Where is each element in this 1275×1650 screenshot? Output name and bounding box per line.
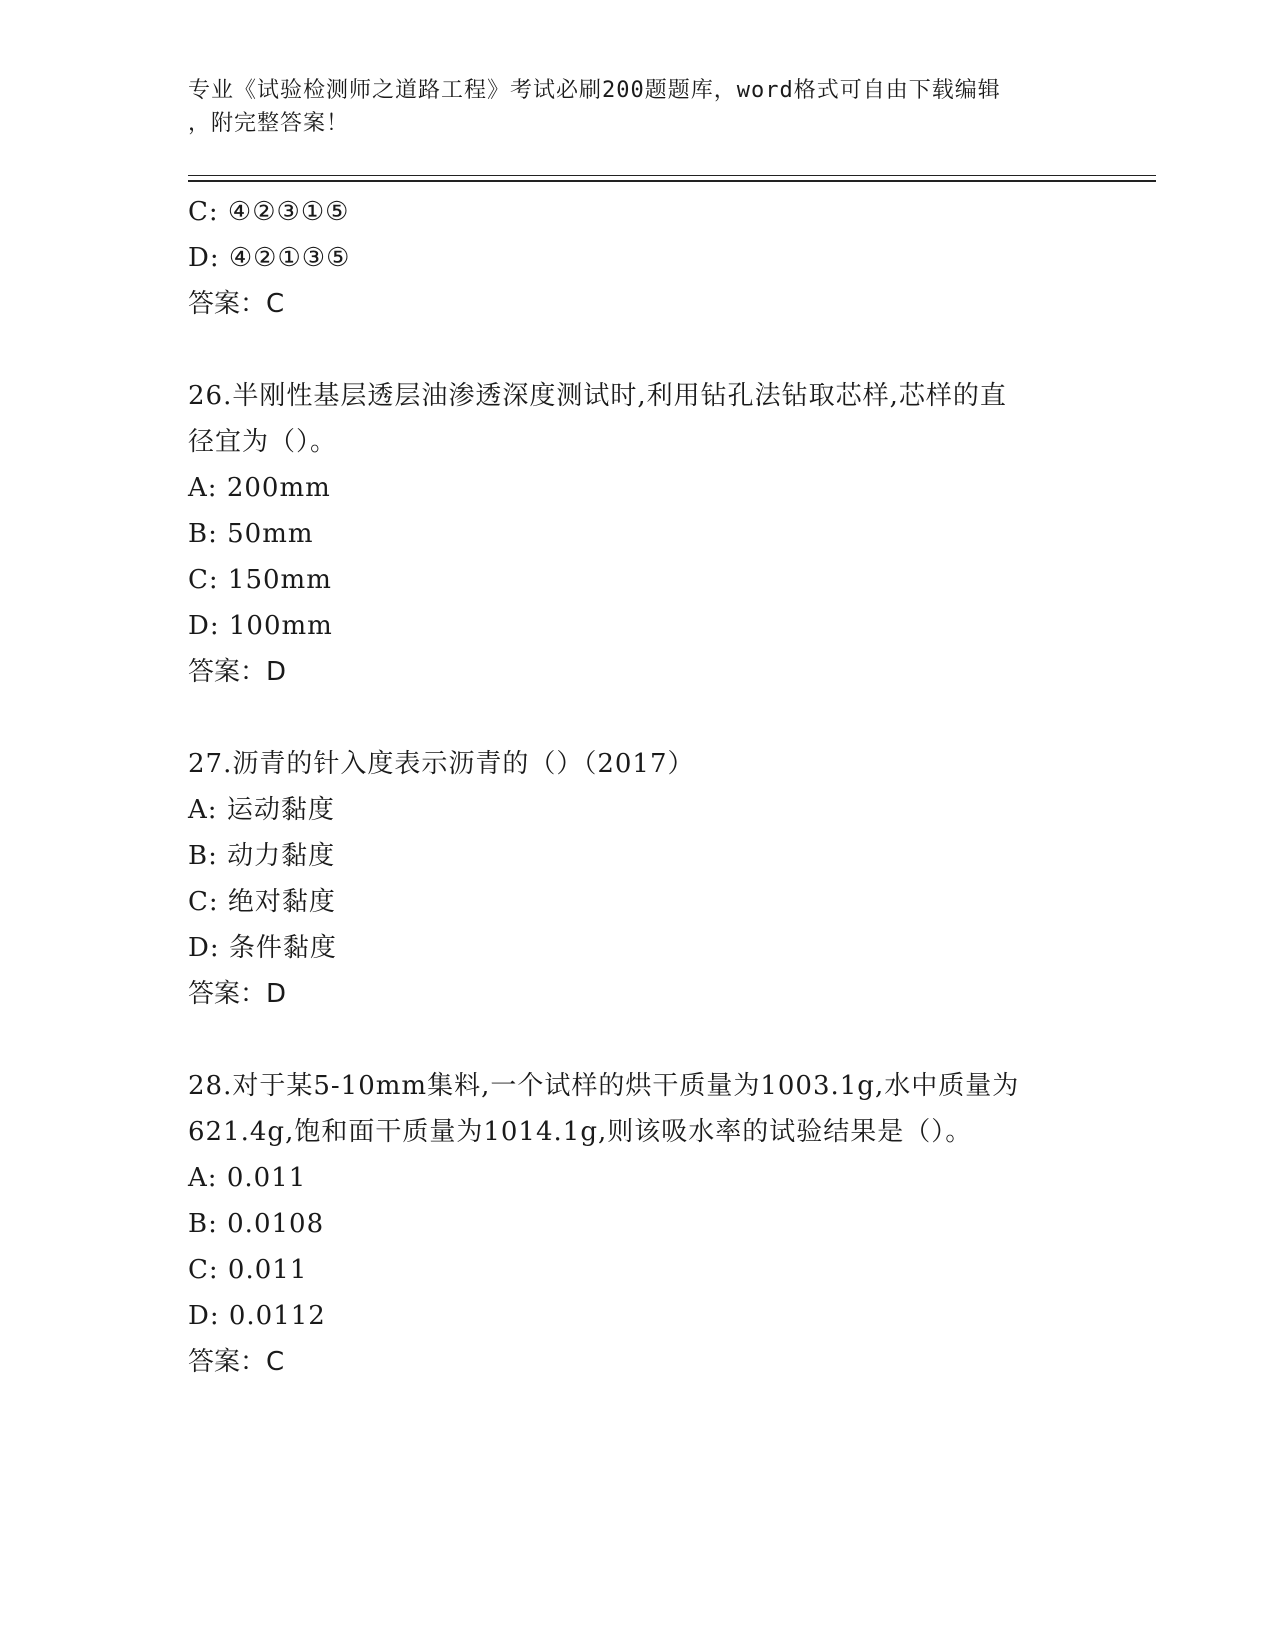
option-label: C: <box>188 1255 219 1285</box>
option-b <box>188 1201 1088 1247</box>
question-26 <box>188 373 1088 695</box>
option-label: C: <box>188 887 219 917</box>
option-text: ④②①③⑤ <box>228 243 351 273</box>
question-27 <box>188 741 1088 1017</box>
question-stem-line-1: 27.沥青的针入度表示沥青的（）（2017） <box>188 749 695 779</box>
document-header <box>188 74 1088 140</box>
option-label: D: <box>188 611 220 641</box>
option-d <box>188 603 1088 649</box>
option-text: 0.0112 <box>228 1301 326 1331</box>
question-stem-line-1: 26.半刚性基层透层油渗透深度测试时,利用钻孔法钻取芯样,芯样的直 <box>188 381 1007 411</box>
header-rule-thick <box>188 180 1156 182</box>
option-text: 运动黏度 <box>226 795 335 825</box>
answer: 答案：D <box>188 657 287 687</box>
question-28 <box>188 1063 1088 1385</box>
option-label: B: <box>188 1209 218 1239</box>
option-a <box>188 1155 1088 1201</box>
option-c <box>188 189 1088 235</box>
question-list <box>188 189 1088 1385</box>
option-text: 动力黏度 <box>227 841 336 871</box>
option-label: D: <box>188 933 220 963</box>
option-d <box>188 925 1088 971</box>
option-label: A: <box>188 795 218 825</box>
option-d <box>188 235 1088 281</box>
option-text: 0.011 <box>227 1255 308 1285</box>
option-label: A: <box>188 473 218 503</box>
option-b <box>188 511 1088 557</box>
option-label: D: <box>188 243 220 273</box>
option-label: A: <box>188 1163 218 1193</box>
answer: 答案：C <box>188 289 285 319</box>
option-label: B: <box>188 841 218 871</box>
option-a <box>188 465 1088 511</box>
header-line-1: 专业《试验检测师之道路工程》考试必刷200题题库，word格式可自由下载编辑 <box>188 78 1001 103</box>
option-a <box>188 787 1088 833</box>
header-rule-thin <box>188 175 1156 176</box>
previous-question-tail <box>188 189 1088 327</box>
option-text: 200mm <box>226 473 331 503</box>
option-label: D: <box>188 1301 220 1331</box>
question-stem-line-2: 径宜为（）。 <box>188 427 338 457</box>
option-c <box>188 1247 1088 1293</box>
option-text: ④②③①⑤ <box>227 197 350 227</box>
option-text: 0.0108 <box>227 1209 325 1239</box>
question-stem-line-1: 28.对于某5-10mm集料,一个试样的烘干质量为1003.1g,水中质量为 <box>188 1071 1020 1101</box>
option-text: 100mm <box>228 611 333 641</box>
option-text: 绝对黏度 <box>227 887 336 917</box>
answer: 答案：D <box>188 979 287 1009</box>
option-text: 0.011 <box>226 1163 307 1193</box>
question-stem-line-2: 621.4g,饱和面干质量为1014.1g,则该吸水率的试验结果是（）。 <box>188 1117 973 1147</box>
answer: 答案：C <box>188 1347 285 1377</box>
header-line-2: ，附完整答案！ <box>188 111 350 136</box>
option-b <box>188 833 1088 879</box>
option-c <box>188 557 1088 603</box>
option-label: C: <box>188 197 219 227</box>
option-label: C: <box>188 565 219 595</box>
option-text: 50mm <box>227 519 314 549</box>
option-text: 150mm <box>227 565 332 595</box>
option-d <box>188 1293 1088 1339</box>
option-c <box>188 879 1088 925</box>
option-text: 条件黏度 <box>228 933 337 963</box>
option-label: B: <box>188 519 218 549</box>
